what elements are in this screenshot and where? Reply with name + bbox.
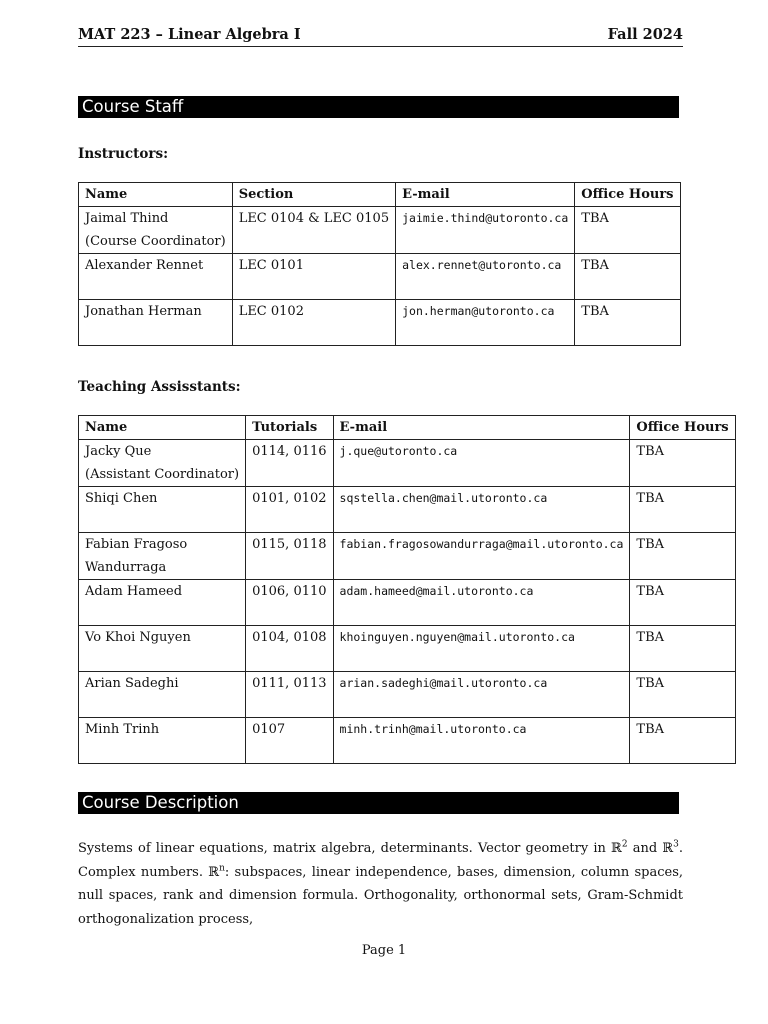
description-text: . Complex numbers. ℝ xyxy=(78,841,683,880)
superscript: 2 xyxy=(621,839,628,850)
email-cell: jaimie.thind@utoronto.ca xyxy=(396,207,575,254)
page-number: Page 1 xyxy=(361,943,407,958)
tutorials-cell: 0114, 0116 xyxy=(246,440,333,487)
tutorials-cell: 0106, 0110 xyxy=(246,580,333,626)
table-header-row xyxy=(79,416,736,440)
section-heading-course-description: Course Description xyxy=(78,792,679,814)
column-header: Tutorials xyxy=(246,416,333,440)
column-header: Name xyxy=(79,416,246,440)
name-cell xyxy=(79,580,246,626)
instructors-heading: Instructors: xyxy=(78,146,169,162)
section-cell: LEC 0101 xyxy=(232,254,395,300)
name-cell xyxy=(79,207,233,254)
name-cell xyxy=(79,440,246,487)
name-cell xyxy=(79,300,233,346)
email-cell: minh.trinh@mail.utoronto.ca xyxy=(333,718,630,764)
column-header: Name xyxy=(79,183,233,207)
tutorials-cell: 0104, 0108 xyxy=(246,626,333,672)
person-name: Shiqi Chen xyxy=(85,491,158,506)
teaching-assistants-table xyxy=(78,415,736,764)
office-hours-cell: TBA xyxy=(575,300,680,346)
person-name: Arian Sadeghi xyxy=(85,676,179,691)
section-cell: LEC 0102 xyxy=(232,300,395,346)
course-description-text xyxy=(78,837,683,931)
office-hours-cell: TBA xyxy=(575,207,680,254)
email-cell: j.que@utoronto.ca xyxy=(333,440,630,487)
email-cell: fabian.fragosowandurraga@mail.utoronto.ca xyxy=(333,533,630,580)
person-name: Fabian Fragoso xyxy=(85,537,188,552)
course-title: MAT 223 – Linear Algebra I xyxy=(78,26,301,43)
superscript: n xyxy=(219,863,225,874)
person-note: (Assistant Coordinator) xyxy=(85,467,240,482)
column-header: Section xyxy=(232,183,395,207)
person-note: (Course Coordinator) xyxy=(85,234,226,249)
name-cell xyxy=(79,254,233,300)
office-hours-cell: TBA xyxy=(630,672,735,718)
section-cell: LEC 0104 & LEC 0105 xyxy=(232,207,395,254)
table-row xyxy=(79,672,736,718)
table-row xyxy=(79,300,681,346)
name-cell xyxy=(79,672,246,718)
person-name: Vo Khoi Nguyen xyxy=(85,630,191,645)
email-cell: jon.herman@utoronto.ca xyxy=(396,300,575,346)
name-cell xyxy=(79,533,246,580)
table-row xyxy=(79,440,736,487)
table-header-row xyxy=(79,183,681,207)
description-text: Systems of linear equations, matrix algebra, determinants. Vector geometry in ℝ xyxy=(78,841,622,856)
tutorials-cell: 0111, 0113 xyxy=(246,672,333,718)
section-heading-course-staff: Course Staff xyxy=(78,96,679,118)
name-cell xyxy=(79,626,246,672)
name-cell xyxy=(79,718,246,764)
column-header: Office Hours xyxy=(630,416,735,440)
table-row xyxy=(79,487,736,533)
table-row xyxy=(79,580,736,626)
table-row xyxy=(79,207,681,254)
teaching-assistants-heading: Teaching Assisstants: xyxy=(78,379,241,395)
instructors-table xyxy=(78,182,681,346)
person-note: Wandurraga xyxy=(85,560,167,575)
table-row xyxy=(79,254,681,300)
person-name: Jonathan Herman xyxy=(85,304,202,319)
table-row xyxy=(79,626,736,672)
table-row xyxy=(79,718,736,764)
email-cell: alex.rennet@utoronto.ca xyxy=(396,254,575,300)
office-hours-cell: TBA xyxy=(630,440,735,487)
office-hours-cell: TBA xyxy=(630,533,735,580)
person-name: Jacky Que xyxy=(85,444,152,459)
email-cell: sqstella.chen@mail.utoronto.ca xyxy=(333,487,630,533)
tutorials-cell: 0107 xyxy=(246,718,333,764)
description-text: and ℝ xyxy=(627,841,674,856)
office-hours-cell: TBA xyxy=(575,254,680,300)
person-name: Alexander Rennet xyxy=(85,258,204,273)
column-header: E-mail xyxy=(396,183,575,207)
name-cell xyxy=(79,487,246,533)
column-header: E-mail xyxy=(333,416,630,440)
person-name: Minh Trinh xyxy=(85,722,160,737)
office-hours-cell: TBA xyxy=(630,580,735,626)
column-header: Office Hours xyxy=(575,183,680,207)
person-name: Jaimal Thind xyxy=(85,211,169,226)
office-hours-cell: TBA xyxy=(630,626,735,672)
tutorials-cell: 0101, 0102 xyxy=(246,487,333,533)
table-row xyxy=(79,533,736,580)
person-name: Adam Hameed xyxy=(85,584,183,599)
description-text: : subspaces, linear independence, bases, dimension, column spaces, null spaces, rank and dimension formula. Orthogonality, orthonormal sets, Gram-Schmidt orthogonalization process, xyxy=(78,864,683,927)
office-hours-cell: TBA xyxy=(630,487,735,533)
email-cell: khoinguyen.nguyen@mail.utoronto.ca xyxy=(333,626,630,672)
term-label: Fall 2024 xyxy=(607,26,683,43)
email-cell: adam.hameed@mail.utoronto.ca xyxy=(333,580,630,626)
page-header xyxy=(78,24,683,47)
superscript: 3 xyxy=(673,839,679,850)
tutorials-cell: 0115, 0118 xyxy=(246,533,333,580)
email-cell: arian.sadeghi@mail.utoronto.ca xyxy=(333,672,630,718)
office-hours-cell: TBA xyxy=(630,718,735,764)
